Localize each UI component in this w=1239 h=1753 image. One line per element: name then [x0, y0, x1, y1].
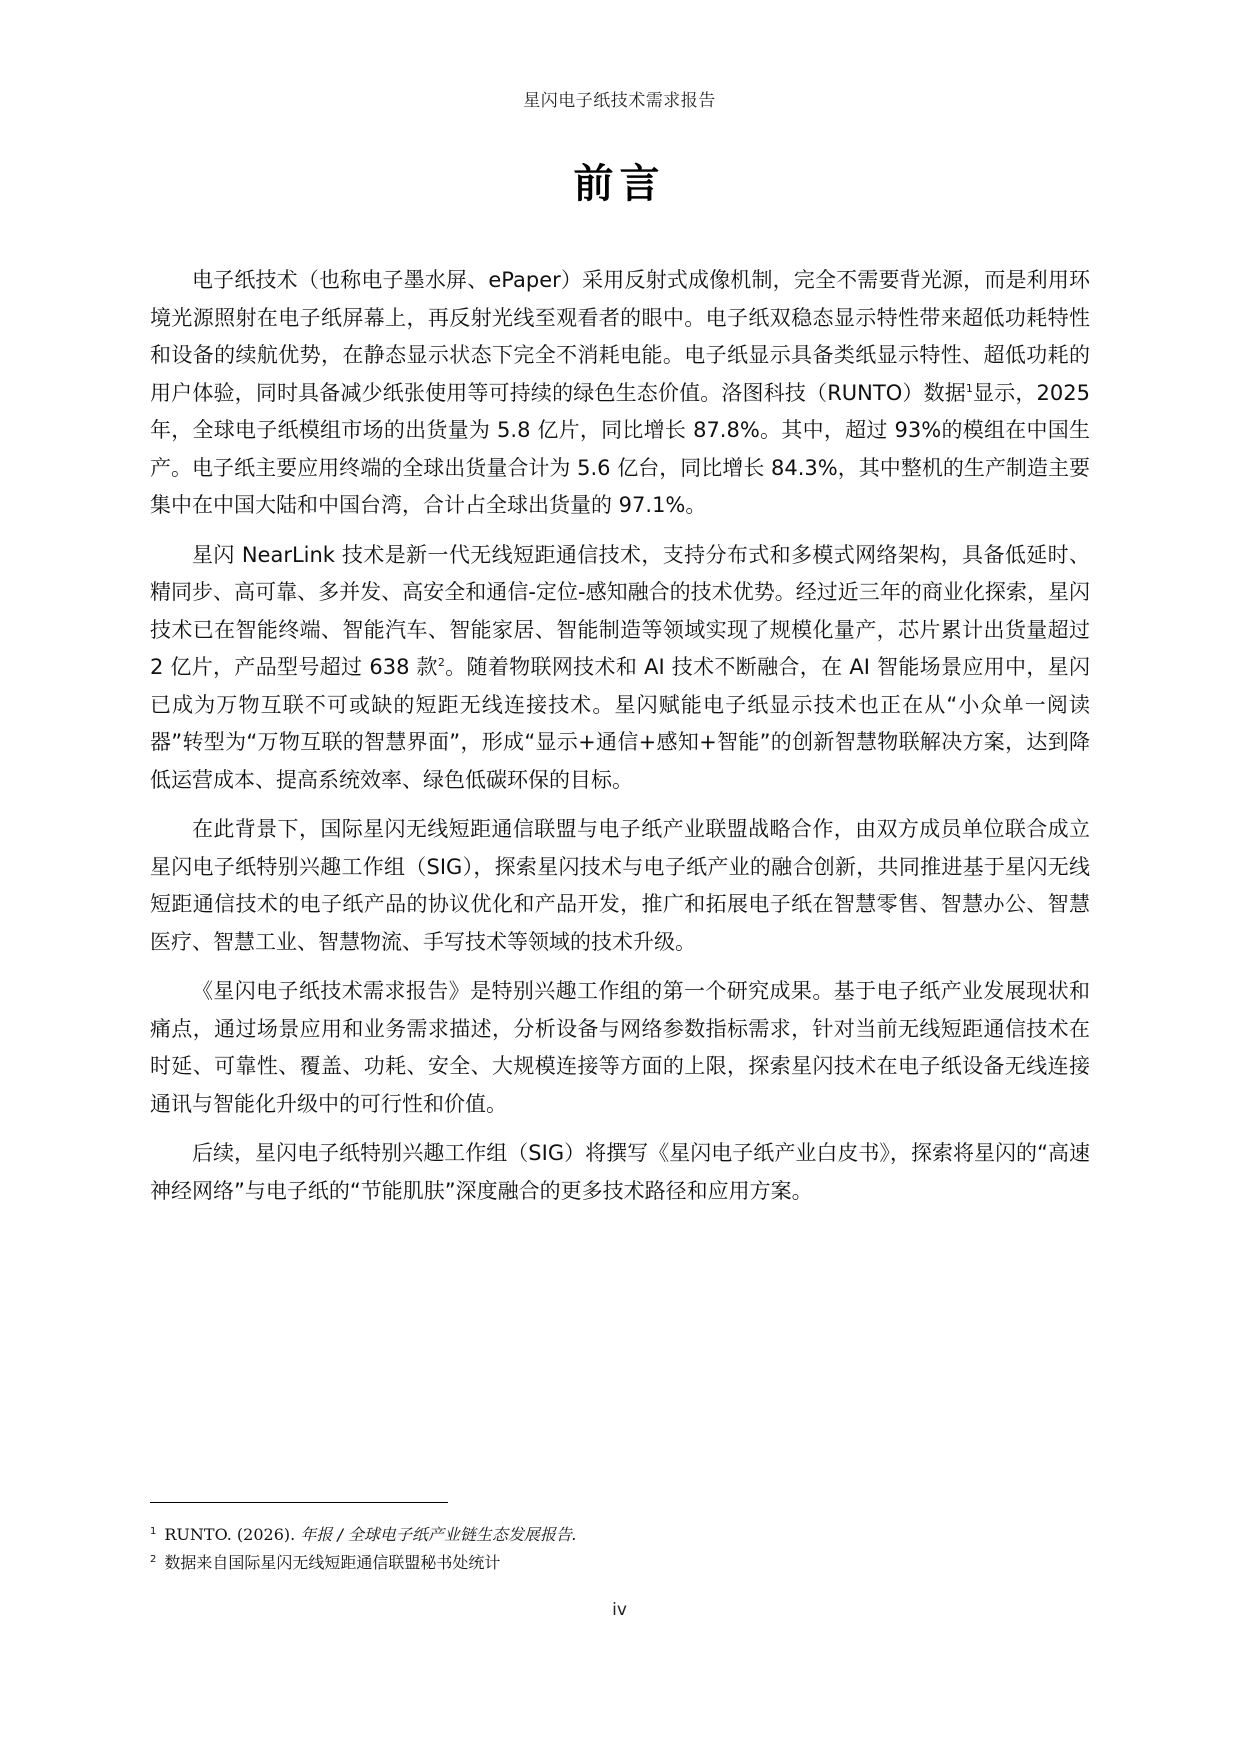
footnotes [150, 1524, 1090, 1580]
footnote-2-text: 数据来自国际星闪无线短距通信联盟秘书处统计 [164, 1553, 501, 1572]
paragraph-3 [150, 811, 1090, 961]
paragraph-4-text: 《星闪电子纸技术需求报告》是特别兴趣工作组的第一个研究成果。基于电子纸产业发展现状和痛点，通过场景应用和业务需求描述，分析设备与网络参数指标需求，针对当前无线短距通信技术在时延、可靠性、覆盖、功耗、安全、大规模连接等方面的上限，探索星闪技术在电子纸设备无线连接通讯与智能化升级中的可行性和价值。 [150, 979, 1090, 1116]
footnote-ref-2[interactable]: 2 [437, 656, 445, 669]
footnote-2 [150, 1552, 1090, 1574]
paragraph-2-text-b: 。随着物联网技术和 AI 技术不断融合，在 AI 智能场景应用中，星闪已成为万物互联不可或缺的短距无线连接技术。星闪赋能电子纸显示技术也正在从“小众单一阅读器”转型为“万物互联的智慧界面”，形成“显示+通信+感知+智能”的创新智慧物联解决方案，达到降低运营成本、提高系统效率、绿色低碳环保的目标。 [150, 655, 1090, 792]
body-text [150, 262, 1090, 1222]
footnote-1-italic: 年报 / 全球电子纸产业链生态发展报告. [300, 1525, 577, 1544]
paragraph-2 [150, 537, 1090, 800]
running-header: 星闪电子纸技术需求报告 [523, 91, 716, 111]
paragraph-1-text-b: 显示，2025 年，全球电子纸模组市场的出货量为 5.8 亿片，同比增长 87.8%。其中，超过 93%的模组在中国生产。电子纸主要应用终端的全球出货量合计为 5.6 亿台，同比增长 84.3%，其中整机的生产制造主要集中在中国大陆和中国台湾，合计占全球出货量的 97.1%。 [150, 380, 1090, 517]
paragraph-3-text: 在此背景下，国际星闪无线短距通信联盟与电子纸产业联盟战略合作，由双方成员单位联合成立星闪电子纸特别兴趣工作组（SIG），探索星闪技术与电子纸产业的融合创新，共同推进基于星闪无线短距通信技术的电子纸产品的协议优化和产品开发，推广和拓展电子纸在智慧零售、智慧办公、智慧医疗、智慧工业、智慧物流、手写技术等领域的技术升级。 [150, 817, 1090, 954]
paragraph-5 [150, 1135, 1090, 1210]
page-title: 前言 [573, 161, 666, 207]
paragraph-2-text-a: 星闪 NearLink 技术是新一代无线短距通信技术，支持分布式和多模式网络架构，具备低延时、精同步、高可靠、多并发、高安全和通信-定位-感知融合的技术优势。经过近三年的商业化探索，星闪技术已在智能终端、智能汽车、智能家居、智能制造等领域实现了规模化量产，芯片累计出货量超过 2 亿片，产品型号超过 638 款 [150, 542, 1090, 679]
paragraph-4 [150, 973, 1090, 1123]
footnote-1 [150, 1524, 1090, 1546]
paragraph-5-text: 后续，星闪电子纸特别兴趣工作组（SIG）将撰写《星闪电子纸产业白皮书》，探索将星闪的“高速神经网络”与电子纸的“节能肌肤”深度融合的更多技术路径和应用方案。 [150, 1141, 1090, 1203]
footnote-divider [150, 1502, 448, 1503]
paragraph-1-text-a: 电子纸技术（也称电子墨水屏、ePaper）采用反射式成像机制，完全不需要背光源，而是利用环境光源照射在电子纸屏幕上，再反射光线至观看者的眼中。电子纸双稳态显示特性带来超低功耗特性和设备的续航优势，在静态显示状态下完全不消耗电能。电子纸显示具备类纸显示特性、超低功耗的用户体验，同时具备减少纸张使用等可持续的绿色生态价值。洛图科技（RUNTO）数据 [150, 268, 1090, 405]
paragraph-1 [150, 262, 1090, 525]
footnote-ref-1[interactable]: 1 [965, 381, 973, 395]
page-number: iv [612, 1600, 627, 1620]
footnote-mark-1: 1 [150, 1525, 157, 1537]
footnote-mark-2: 2 [150, 1553, 157, 1565]
footnote-1-text: RUNTO. (2026). [164, 1525, 301, 1544]
